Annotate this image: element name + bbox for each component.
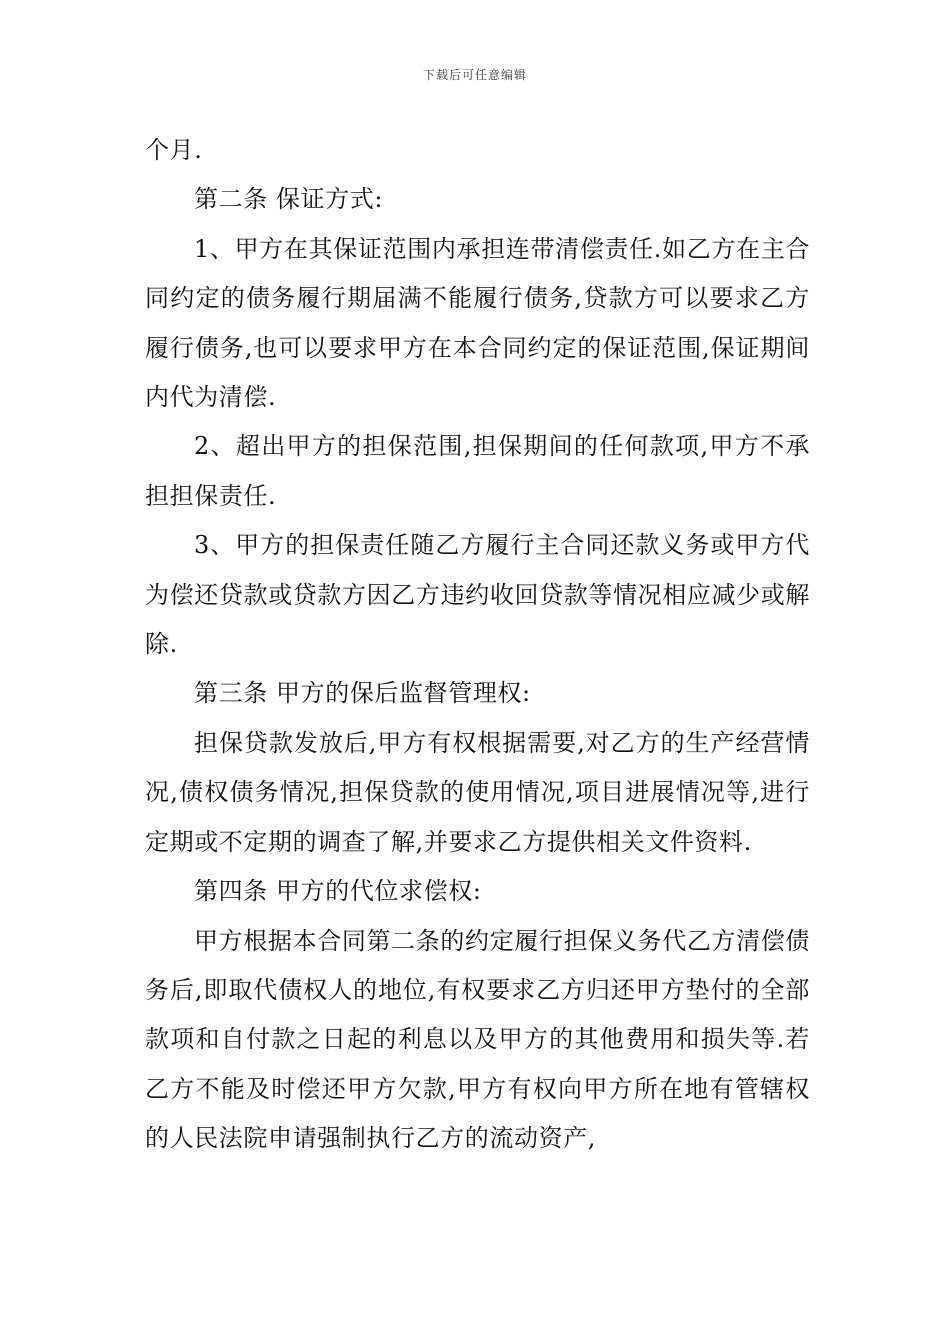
- article-2-heading: 第二条 保证方式:: [194, 185, 384, 214]
- article-2-clause-2: 2、超出甲方的担保范围,担保期间的任何款项,甲方不承担担保责任.: [145, 432, 810, 510]
- article-4-body: 甲方根据本合同第二条的约定履行担保义务代乙方清偿债务后,即取代债权人的地位,有权要求乙方归还甲方垫付的全部款项和自付款之日起的利息以及甲方的其他费用和损失等.若乙方不能及时偿还甲方欠款,甲方有权向甲方所在地有管辖权的人民法院申请强制执行乙方的流动资产,: [145, 926, 810, 1153]
- document-body: [145, 126, 810, 1164]
- paragraph-continuation: 个月.: [145, 136, 203, 164]
- article-3-heading: 第三条 甲方的保后监督管理权:: [194, 679, 531, 708]
- page-header: 下载后可任意编辑: [422, 68, 527, 82]
- article-4-heading: 第四条 甲方的代位求偿权:: [194, 877, 482, 906]
- article-2-clause-3: 3、甲方的担保责任随乙方履行主合同还款义务或甲方代为偿还贷款或贷款方因乙方违约收回贷款等情况相应减少或解除.: [145, 531, 810, 659]
- article-2-clause-1: 1、甲方在其保证范围内承担连带清偿责任.如乙方在主合同约定的债务履行期届满不能履行债务,贷款方可以要求乙方履行债务,也可以要求甲方在本合同约定的保证范围,保证期间内代为清偿.: [145, 234, 810, 412]
- article-3-body: 担保贷款发放后,甲方有权根据需要,对乙方的生产经营情况,债权债务情况,担保贷款的使用情况,项目进展情况等,进行定期或不定期的调查了解,并要求乙方提供相关文件资料.: [145, 728, 810, 856]
